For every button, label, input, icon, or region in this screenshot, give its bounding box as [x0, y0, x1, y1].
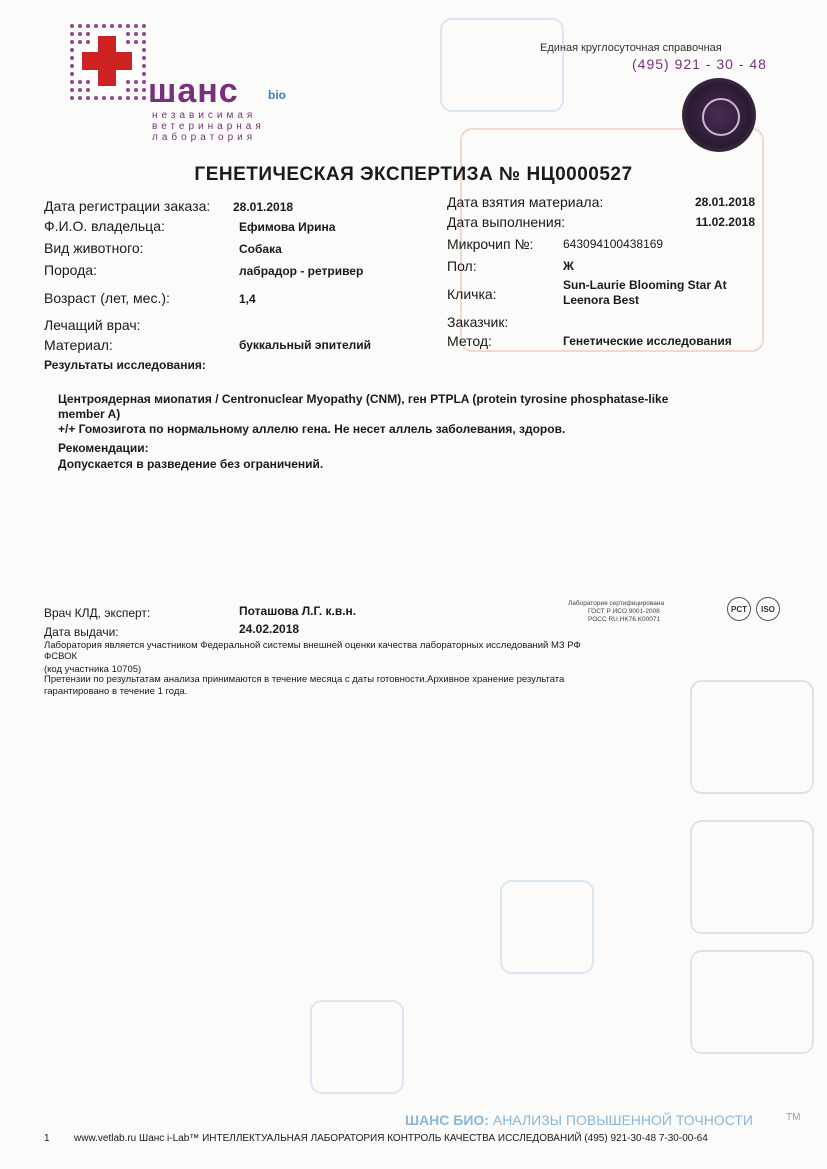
iso-certification-icon: ISO	[756, 597, 780, 621]
field-label-registration-date: Дата регистрации заказа:	[44, 198, 211, 214]
field-value-name-line2: Leenora Best	[563, 293, 640, 307]
logo-wordmark: шанс	[148, 72, 239, 110]
recommendations-heading: Рекомендации:	[58, 441, 149, 455]
watermark-shape	[690, 680, 814, 794]
claims-note-2: гарантировано в течение 1 года.	[44, 686, 188, 697]
footer-text: www.vetlab.ru Шанс i-Lab™ ИНТЕЛЛЕКТУАЛЬНАЯ ЛАБОРАТОРИЯ КОНТРОЛЬ КАЧЕСТВА ИССЛЕДОВАНИЙ (495) 921-30-48 7-30-00-64	[74, 1133, 708, 1144]
field-label-sex: Пол:	[447, 258, 477, 274]
field-label-owner: Ф.И.О. владельца:	[44, 218, 165, 234]
field-value-sex: Ж	[563, 259, 574, 273]
expert-label: Врач КЛД, эксперт:	[44, 606, 151, 620]
field-value-microchip: 643094100438169	[563, 237, 664, 251]
fsvok-code: (код участника 10705)	[44, 664, 142, 675]
field-label-material: Материал:	[44, 337, 113, 353]
watermark-shape	[690, 950, 814, 1054]
fsvok-label: ФСВОК	[44, 651, 78, 662]
field-label-completion-date: Дата выполнения:	[447, 214, 566, 230]
watermark-shape	[690, 820, 814, 934]
results-line-1b: member A)	[58, 407, 121, 421]
logo-bio: bio	[268, 88, 286, 102]
fsvok-note: Лаборатория является участником Федеральной системы внешней оценки качества лабораторных исследований МЗ РФ	[44, 640, 581, 651]
results-genotype: +/+ Гомозигота по нормальному аллелю гена. Не несет аллель заболевания, здоров.	[58, 422, 566, 436]
field-label-customer: Заказчик:	[447, 314, 509, 330]
field-value-completion-date: 11.02.2018	[695, 215, 755, 229]
field-label-age: Возраст (лет, мес.):	[44, 290, 170, 306]
cert-line-3: РОСС RU.HK76.K00071	[588, 616, 661, 623]
watermark-shape	[500, 880, 594, 974]
field-value-age: 1,4	[239, 292, 256, 306]
results-heading: Результаты исследования:	[44, 358, 206, 372]
document-title: ГЕНЕТИЧЕСКАЯ ЭКСПЕРТИЗА № НЦ0000527	[194, 164, 633, 185]
field-value-species: Собака	[239, 242, 282, 256]
field-value-material: буккальный эпителий	[239, 338, 371, 352]
claims-note: Претензии по результатам анализа принимаются в течение месяца с даты готовности.Архивное хранение результата	[44, 674, 565, 685]
watermark-slogan: ШАНС БИО: АНАЛИЗЫ ПОВЫШЕННОЙ ТОЧНОСТИ	[405, 1112, 753, 1128]
field-label-species: Вид животного:	[44, 240, 144, 256]
field-value-method: Генетические исследования	[563, 334, 732, 348]
logo-tagline-3: лаборатория	[152, 132, 257, 143]
watermark-shape	[440, 18, 564, 112]
field-value-registration-date: 28.01.2018	[233, 200, 294, 214]
field-label-method: Метод:	[447, 333, 492, 349]
field-label-vet: Лечащий врач:	[44, 317, 141, 333]
field-value-sample-date: 28.01.2018	[694, 195, 755, 209]
field-label-microchip: Микрочип №:	[447, 236, 534, 252]
cert-line-2: ГОСТ Р ИСО 9001-2008	[588, 608, 660, 615]
page-number: 1	[44, 1133, 50, 1144]
field-label-sample-date: Дата взятия материала:	[447, 194, 604, 210]
helpline-label: Единая круглосуточная справочная	[540, 42, 722, 54]
logo-tagline-2: ветеринарная	[152, 121, 265, 132]
expert-value: Поташова Л.Г. к.в.н.	[239, 604, 357, 618]
logo-tagline-1: независимая	[152, 110, 257, 121]
issue-date-value: 24.02.2018	[239, 622, 300, 636]
field-value-breed: лабрадор - ретривер	[239, 264, 364, 278]
results-line-1: Центроядерная миопатия / Centronuclear Myopathy (CNM), ген PTPLA (protein tyrosine phosphatase-like	[58, 392, 669, 406]
pct-certification-icon: PCT	[727, 597, 751, 621]
watermark-shape	[310, 1000, 404, 1094]
lab-seal-ring	[702, 98, 740, 136]
watermark-tm: TM	[786, 1112, 801, 1123]
recommendations-text: Допускается в разведение без ограничений.	[58, 457, 324, 471]
issue-date-label: Дата выдачи:	[44, 625, 119, 639]
field-label-name: Кличка:	[447, 286, 497, 302]
field-label-breed: Порода:	[44, 262, 97, 278]
helpline-number: (495) 921 - 30 - 48	[632, 56, 767, 72]
field-value-name-line1: Sun-Laurie Blooming Star At	[563, 278, 727, 292]
field-value-owner: Ефимова Ирина	[239, 220, 336, 234]
logo-cross-red	[82, 52, 132, 70]
cert-line-1: Лаборатория сертифицирована	[568, 600, 665, 607]
